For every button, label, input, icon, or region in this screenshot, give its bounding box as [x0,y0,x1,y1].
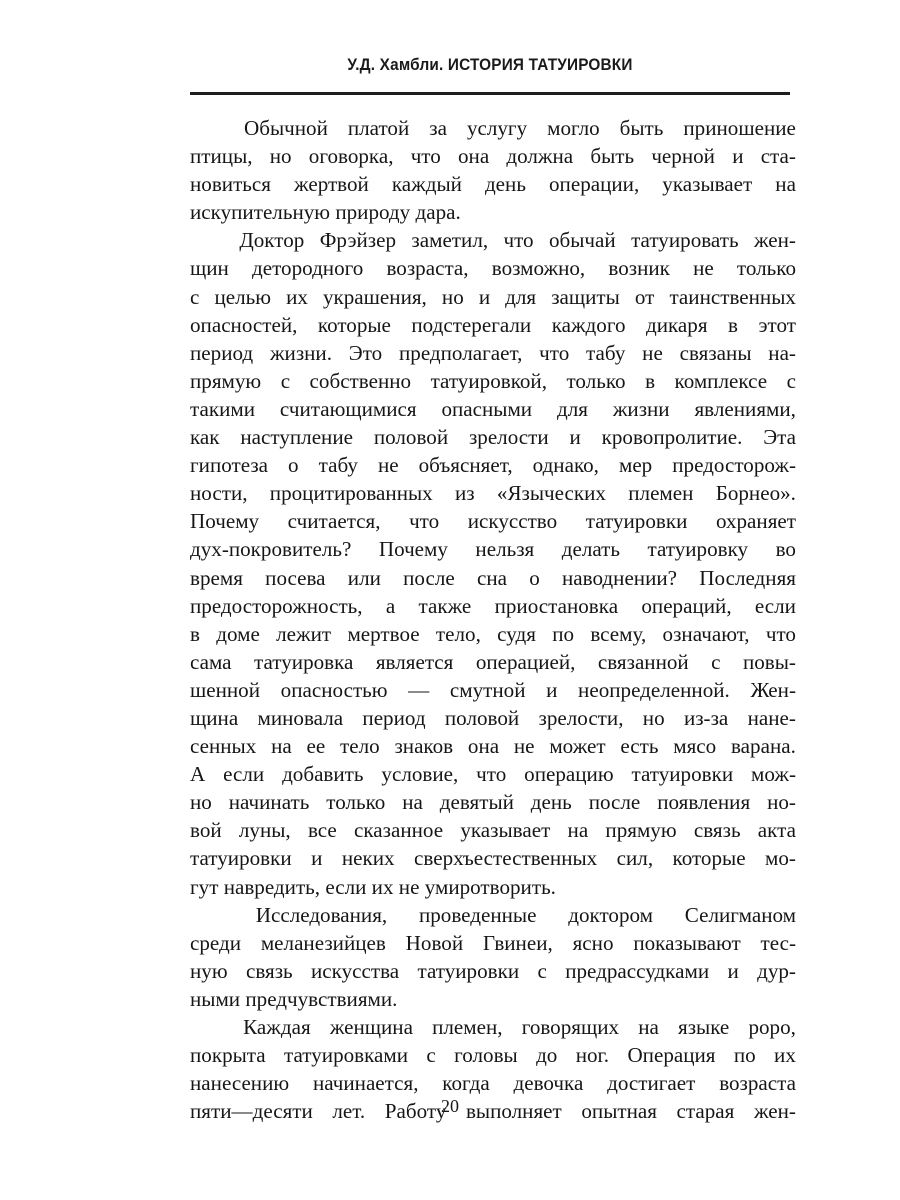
text-line: татуировки и неких сверхъестественных сил, которые мо- [190,846,796,871]
text-line: искупительную природу дара. [190,200,461,225]
paragraph-3 [190,901,796,1013]
text-line: птицы, но оговорка, что она должна быть черной и ста- [190,144,796,169]
paragraph-2 [190,226,796,900]
text-line: ную связь искусства татуировки с предрассудками и дур- [190,958,796,983]
text-line: дух-покровитель? Почему нельзя делать татуировку во [190,537,796,562]
text-line: как наступление половой зрелости и кровопролитие. Эта [190,425,796,450]
text-line: Исследования, проведенные доктором Селигманом [255,902,796,927]
text-line: сенных на ее тело знаков она не может есть мясо варана. [190,734,796,759]
text-line: А если добавить условие, что операцию татуировки мож- [190,762,796,787]
text-line: пяти—десяти лет. Работу выполняет опытная старая жен- [190,1099,796,1124]
text-line: с целью их украшения, но и для защиты от таинственных [190,284,796,309]
text-line: покрыта татуировками с головы до ног. Операция по их [190,1043,796,1068]
text-line: сама татуировка является операцией, связанной с повы- [190,649,796,674]
text-line: новиться жертвой каждый день операции, указывает на [190,172,796,197]
text-line: гут навредить, если их не умиротворить. [190,874,556,899]
text-line: среди меланезийцев Новой Гвинеи, ясно показывают тес- [190,930,796,955]
running-head: У.Д. Хамбли. ИСТОРИЯ ТАТУИРОВКИ [347,56,633,74]
text-line: период жизни. Это предполагает, что табу не связаны на- [190,340,796,365]
text-line: такими считающимися опасными для жизни явлениями, [190,396,796,421]
text-line: вой луны, все сказанное указывает на прямую связь акта [190,818,796,843]
text-line: опасностей, которые подстерегали каждого дикаря в этот [190,312,796,337]
text-line: Почему считается, что искусство татуировки охраняет [190,509,796,534]
text-line: щина миновала период половой зрелости, но из-за нане- [190,705,796,730]
text-line: ности, процитированных из «Языческих племен Борнео». [190,481,796,506]
header-rule [190,92,790,95]
text-line: шенной опасностью — смутной и неопределенной. Жен- [190,677,796,702]
text-line: ными предчувствиями. [190,986,398,1011]
paragraph-1 [190,114,796,226]
text-line: Доктор Фрэйзер заметил, что обычай татуировать жен- [239,228,796,253]
text-line: нанесению начинается, когда девочка достигает возраста [190,1071,796,1096]
page-number: 20 [441,1096,459,1116]
text-line: время посева или после сна о наводнении? Последняя [190,565,796,590]
body-text-block [190,114,796,1125]
text-line: Каждая женщина племен, говорящих на языке роро, [243,1015,796,1039]
text-line: гипотеза о табу не объясняет, однако, мер предосторож- [190,453,796,478]
text-line: щин детородного возраста, возможно, возник не только [190,256,796,281]
text-line: предосторожность, а также приостановка операций, если [190,593,796,618]
text-line: прямую с собственно татуировкой, только в комплексе с [190,368,796,393]
text-line: Обычной платой за услугу могло быть приношение [243,116,796,140]
text-line: но начинать только на девятый день после появления но- [190,790,796,815]
text-line: в доме лежит мертвое тело, судя по всему, означают, что [190,621,796,646]
